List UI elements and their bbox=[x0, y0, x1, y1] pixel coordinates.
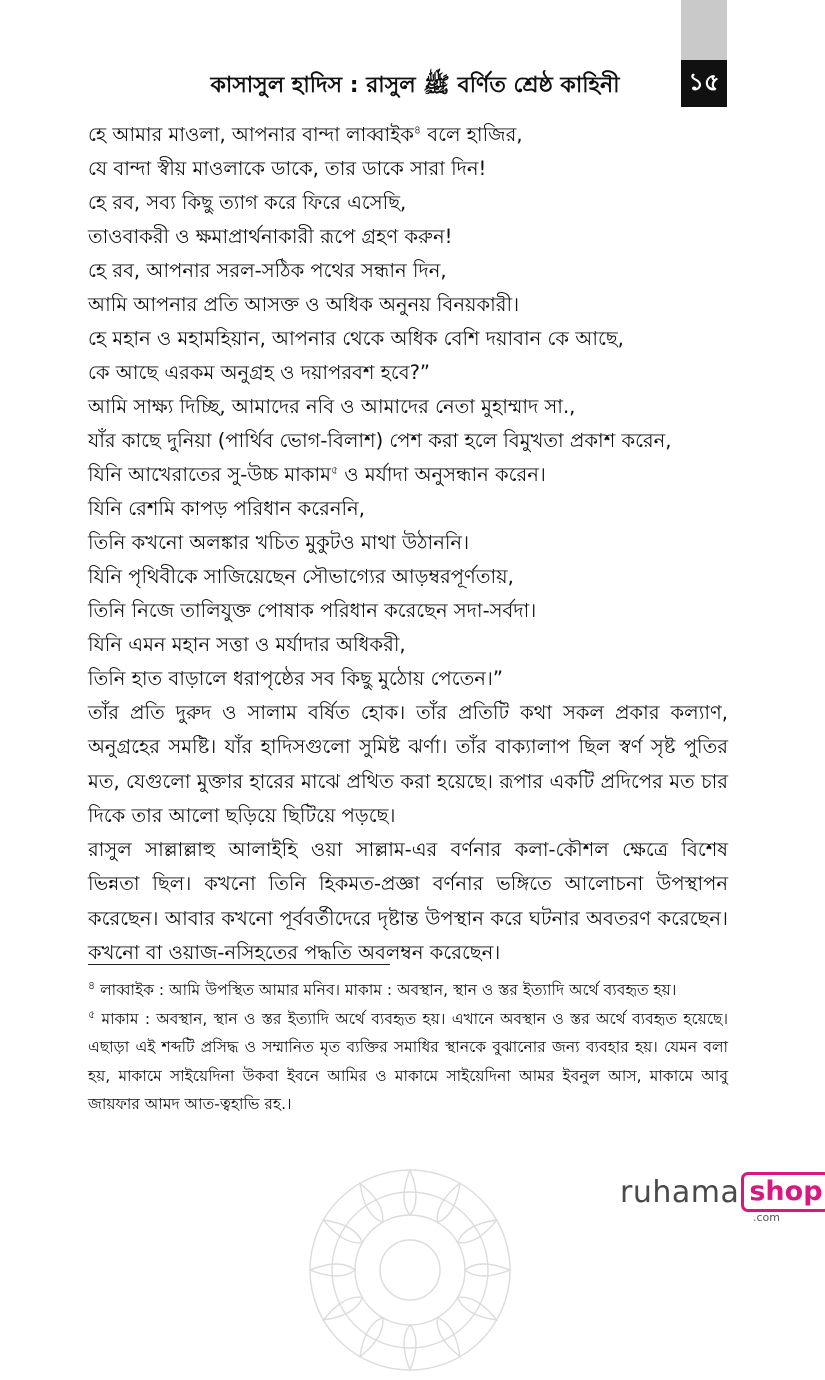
verse-line: যে বান্দা স্বীয় মাওলাকে ডাকে, তার ডাকে সারা দিন! bbox=[88, 157, 487, 180]
mandala-ornament-icon bbox=[300, 1160, 520, 1380]
verse-line: হে রব, সব্য কিছু ত্যাগ করে ফিরে এসেছি, bbox=[88, 191, 407, 214]
verse-line: যাঁর কাছে দুনিয়া (পার্থিব ভোগ-বিলাশ) পেশ করা হলে বিমুখতা প্রকাশ করেন, bbox=[88, 429, 672, 452]
footnote-number: ৪ bbox=[88, 978, 96, 992]
verse-line: তিনি হাত বাড়ালে ধরাপৃষ্ঠের সব কিছু মুঠোয় পেতেন।” bbox=[88, 667, 503, 690]
footnote-marker: ৪ bbox=[413, 123, 422, 137]
verse-line: আমি আপনার প্রতি আসক্ত ও অধিক অনুনয় বিনয়কারী। bbox=[88, 293, 520, 316]
footnote-divider bbox=[88, 964, 390, 965]
verse-line: হে আমার মাওলা, আপনার বান্দা লাব্বাইক$^৪$ বলে হাজির, bbox=[88, 123, 523, 146]
poem-verses bbox=[88, 118, 728, 696]
paragraph: রাসুল সাল্লাল্লাহু আলাইহি ওয়া সাল্লাম-এর বর্ণনার কলা-কৌশল ক্ষেত্রে বিশেষ ভিন্নতা ছিল। কখনো তিনি হিকমত-প্রজ্ঞা বর্ণনার ভঙ্গিতে আলোচনা উপস্থাপন করেছেন। আবার কখনো পূর্ববর্তীদেরে দৃষ্টান্ত উপস্থান করে ঘটনার অবতরণ করেছেন। কখনো বা ওয়াজ-নসিহতের পদ্ধতি অবলম্বন করেছেন। bbox=[88, 838, 728, 965]
footnote-marker: ৫ bbox=[330, 463, 339, 477]
verse-line: তিনি কখনো অলঙ্কার খচিত মুকুটও মাথা উঠাননি। bbox=[88, 531, 470, 554]
page-tab-decoration bbox=[681, 0, 727, 60]
footnote-number: ৫ bbox=[88, 1007, 96, 1021]
verse-line: যিনি আখেরাতের সু-উচ্চ মাকাম$^৫$ ও মর্যাদা অনুসন্ধান করেন। bbox=[88, 463, 546, 486]
logo-shop-badge: shop bbox=[741, 1172, 825, 1212]
paragraph: তাঁর প্রতি দুরুদ ও সালাম বর্ষিত হোক। তাঁর প্রতিটি কথা সকল প্রকার কল্যাণ, অনুগ্রহের সমষ্টি। যাঁর হাদিসগুলো সুমিষ্ট ঝর্ণা। তাঁর বাক্যালাপ ছিল স্বর্ণ সৃষ্ট পুতির মত, যেগুলো মুক্তার হারের মাঝে প্রথিত করা হয়েছে। রূপার একটি প্রদিপের মত চার দিকে তার আলো ছড়িয়ে ছিটিয়ে পড়ছে। bbox=[88, 701, 728, 827]
verse-line: আমি সাক্ষ্য দিচ্ছি, আমাদের নবি ও আমাদের নেতা মুহাম্মাদ সা., bbox=[88, 395, 576, 418]
verse-line: যিনি পৃথিবীকে সাজিয়েছেন সৌভাগ্যের আড়ম্বরপূর্ণতায়, bbox=[88, 565, 514, 588]
footnote: $^৪$ লাব্বাইক : আমি উপস্থিত আমার মনিব। মাকাম : অবস্থান, স্থান ও স্তর ইত্যাদি অর্থে ব্যবহৃত হয়। bbox=[88, 978, 677, 999]
page-number: ১৫ bbox=[681, 60, 727, 107]
footnote: $^৫$ মাকাম : অবস্থান, স্থান ও স্তর ইত্যাদি অর্থে ব্যবহৃত হয়। এখানে অবস্থান ও স্তর অর্থে ব্যবহৃত হয়েছে। এছাড়া এই শব্দটি প্রসিদ্ধ ও সম্মানিত মৃত ব্যক্তির সমাধির স্থানকে বুঝানোর জন্য ব্যবহার হয়। যেমন বলা হয়, মাকামে সাইয়েদিনা উকবা ইবনে আমির ও মাকামে সাইয়েদিনা আমর ইবনুল আস, মাকামে আবু জায়ফার আমদ আত-ত্বহাভি রহ.। bbox=[88, 1007, 728, 1113]
verse-line: হে মহান ও মহামহিয়ান, আপনার থেকে অধিক বেশি দয়াবান কে আছে, bbox=[88, 327, 624, 350]
page-body bbox=[88, 118, 728, 970]
running-head: কাসাসুল হাদিস : রাসুল ﷺ বর্ণিত শ্রেষ্ঠ কাহিনী bbox=[210, 73, 620, 98]
logo-domain: .com bbox=[753, 1211, 780, 1224]
prose-section bbox=[88, 696, 728, 970]
logo-text: ruhama bbox=[620, 1174, 740, 1210]
verse-line: কে আছে এরকম অনুগ্রহ ও দয়াপরবশ হবে?” bbox=[88, 361, 431, 384]
footnotes bbox=[88, 976, 728, 1119]
verse-line: যিনি এমন মহান সত্তা ও মর্যাদার অধিকরী, bbox=[88, 633, 406, 656]
verse-line: যিনি রেশমি কাপড় পরিধান করেননি, bbox=[88, 497, 365, 520]
ruhamashop-logo bbox=[620, 1172, 825, 1212]
verse-line: তিনি নিজে তালিযুক্ত পোষাক পরিধান করেছেন সদা-সর্বদা। bbox=[88, 599, 537, 622]
verse-line: তাওবাকরী ও ক্ষমাপ্রার্থনাকারী রূপে গ্রহণ করুন! bbox=[88, 225, 453, 248]
verse-line: হে রব, আপনার সরল-সঠিক পথের সন্ধান দিন, bbox=[88, 259, 447, 282]
